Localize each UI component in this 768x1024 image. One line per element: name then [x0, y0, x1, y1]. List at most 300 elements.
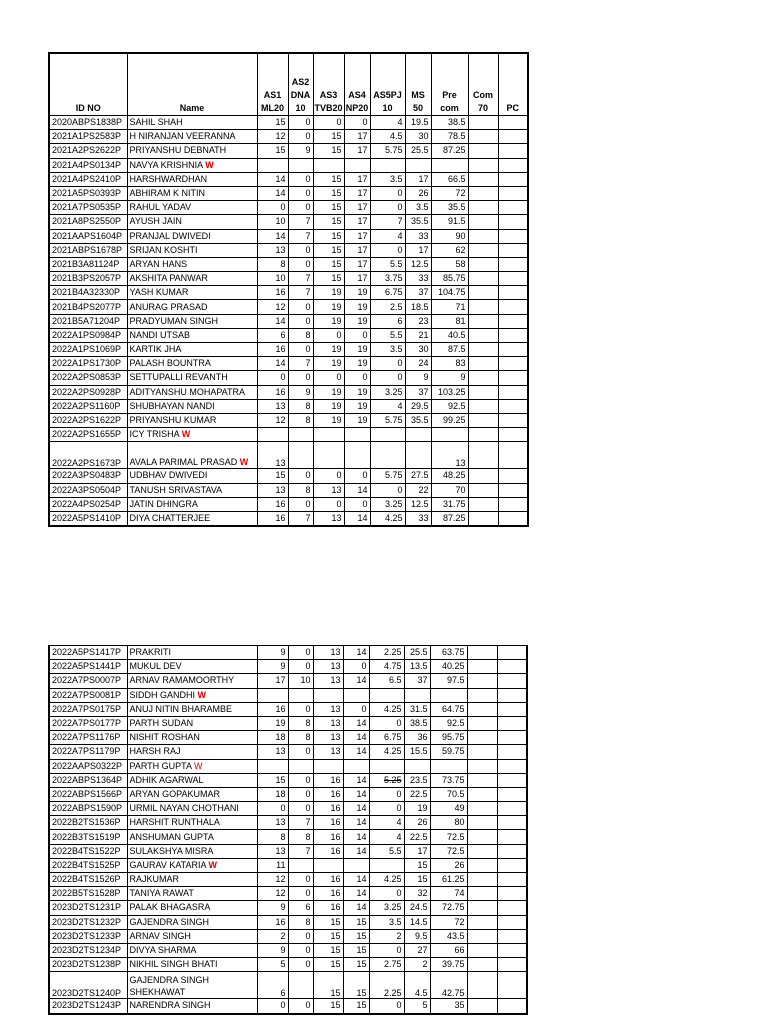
as3-cell: 15 [313, 272, 344, 286]
as2-cell: 0 [288, 186, 313, 200]
as4-cell: 14 [343, 745, 369, 759]
as1-cell: 16 [257, 385, 288, 399]
pre-cell: 43.5 [430, 929, 467, 943]
com-cell [468, 497, 498, 511]
name-text: PALAK BHAGASRA [129, 902, 211, 913]
marks-table-page-2 [48, 645, 528, 1015]
com-cell [468, 483, 498, 497]
header-as2-line2: DNA [290, 90, 311, 100]
as3-cell: 15 [313, 929, 343, 943]
ms-cell: 22 [405, 483, 431, 497]
com-cell [467, 660, 497, 674]
ms-cell: 33 [405, 229, 431, 243]
ms-cell: 19 [404, 802, 430, 816]
marks-table-page-1 [48, 52, 529, 527]
name-text: URMIL NAYAN CHOTHANI [129, 803, 239, 814]
header-as5-line2: AS5PJ [373, 90, 402, 100]
pc-cell [497, 773, 527, 787]
header-id-line3: ID NO [75, 103, 101, 113]
table-row [49, 497, 528, 511]
as2-cell [288, 428, 313, 442]
com-cell [468, 328, 498, 342]
as3-cell: 15 [313, 958, 343, 972]
com-cell [467, 915, 497, 929]
com-cell [467, 731, 497, 745]
as4-cell: 0 [344, 371, 370, 385]
as3-cell: 13 [313, 745, 343, 759]
id-cell: 2021B3PS2057P [49, 272, 127, 286]
id-cell: 2021A7PS0535P [49, 201, 127, 215]
ms-cell: 4.5 [404, 972, 430, 999]
as4-cell: 17 [344, 257, 370, 271]
header-as5 [370, 53, 405, 116]
pre-cell: 62 [431, 243, 468, 257]
as4-cell: 17 [344, 130, 370, 144]
table-row [49, 773, 527, 787]
as4-cell: 17 [344, 201, 370, 215]
name-text: GAURAV KATARIA [129, 859, 207, 870]
table-row [49, 328, 528, 342]
name-text: AYUSH JAIN [129, 216, 182, 227]
as2-cell: 0 [288, 497, 313, 511]
as4-cell: 17 [344, 186, 370, 200]
pc-cell [498, 229, 528, 243]
table-row [49, 357, 528, 371]
name-cell [127, 943, 257, 957]
ms-cell: 21 [405, 328, 431, 342]
as2-cell: 0 [288, 201, 313, 215]
com-cell [468, 371, 498, 385]
as1-cell: 0 [257, 999, 288, 1014]
as3-cell: 19 [313, 300, 344, 314]
pre-cell: 48.25 [431, 469, 468, 483]
table-row [49, 144, 528, 158]
name-cell [127, 674, 257, 688]
com-cell [468, 130, 498, 144]
id-cell: 2022A2PS1160P [49, 399, 127, 413]
header-pre [431, 53, 468, 116]
ms-cell [405, 158, 431, 172]
header-name-line3: Name [179, 103, 205, 113]
pc-cell [498, 399, 528, 413]
com-cell [468, 442, 498, 469]
as5-cell: 4.25 [369, 702, 404, 716]
as2-cell: 0 [288, 873, 313, 887]
table-row [49, 413, 528, 427]
id-cell: 2022A2PS1622P [49, 413, 127, 427]
ms-cell: 37 [404, 674, 430, 688]
table-row [49, 371, 528, 385]
header-name [127, 53, 257, 116]
pre-cell: 49 [430, 802, 467, 816]
com-cell [468, 343, 498, 357]
name-text: UDBHAV DWIVEDI [129, 470, 208, 481]
name-text: GAJENDRA SINGH SHEKHAWAT [129, 975, 210, 998]
name-text: AKSHITA PANWAR [129, 273, 208, 284]
as2-cell: 8 [288, 915, 313, 929]
as4-cell: 14 [343, 716, 369, 730]
header-com-line2: Com [473, 90, 494, 100]
pc-cell [498, 442, 528, 469]
com-cell [467, 873, 497, 887]
com-cell [468, 428, 498, 442]
as5-cell: 0 [370, 186, 405, 200]
pre-cell: 70.5 [430, 787, 467, 801]
name-cell [127, 915, 257, 929]
header-row [49, 53, 528, 116]
as4-cell: 15 [343, 958, 369, 972]
as5-cell: 2.5 [370, 300, 405, 314]
withdrawn-mark: W [239, 457, 249, 468]
ms-cell: 24 [405, 357, 431, 371]
name-cell [127, 802, 257, 816]
withdrawn-mark: W [181, 429, 191, 440]
as2-cell: 0 [288, 999, 313, 1014]
name-cell [127, 483, 257, 497]
com-cell [468, 257, 498, 271]
as4-cell: 0 [344, 328, 370, 342]
ms-cell: 25.5 [405, 144, 431, 158]
as1-cell: 18 [257, 787, 288, 801]
com-cell [468, 357, 498, 371]
as2-cell [288, 972, 313, 999]
pre-cell: 80 [430, 816, 467, 830]
name-text: KARTIK JHA [129, 344, 182, 355]
pc-cell [498, 130, 528, 144]
id-cell: 2022A1PS0984P [49, 328, 127, 342]
com-cell [468, 314, 498, 328]
name-cell [127, 688, 257, 702]
as5-cell: 2 [369, 929, 404, 943]
com-cell [467, 674, 497, 688]
as3-cell: 19 [313, 314, 344, 328]
as4-cell: 14 [343, 887, 369, 901]
ms-cell: 9.5 [404, 929, 430, 943]
ms-cell [404, 759, 430, 773]
as3-cell: 0 [313, 371, 344, 385]
as1-cell: 0 [257, 802, 288, 816]
name-cell [127, 442, 257, 469]
id-cell: 2022A4PS0254P [49, 497, 127, 511]
name-cell [127, 385, 257, 399]
pc-cell [497, 787, 527, 801]
as1-cell: 10 [257, 215, 288, 229]
as1-cell: 14 [257, 229, 288, 243]
id-cell: 2022B4TS1526P [49, 873, 127, 887]
as3-cell: 13 [313, 511, 344, 526]
as5-cell: 6 [370, 314, 405, 328]
header-com [468, 53, 498, 116]
ms-cell: 5 [404, 999, 430, 1014]
pre-cell [430, 759, 467, 773]
as5-cell: 5.5 [370, 257, 405, 271]
as3-cell [313, 158, 344, 172]
as1-cell: 12 [257, 413, 288, 427]
withdrawn-mark: W [208, 859, 218, 870]
name-text: DIYA CHATTERJEE [129, 512, 211, 523]
ms-cell: 9 [405, 371, 431, 385]
as5-cell: 3.75 [370, 272, 405, 286]
as4-cell [343, 759, 369, 773]
header-id [49, 53, 127, 116]
as3-cell: 13 [313, 483, 344, 497]
name-text: HARSH RAJ [129, 746, 181, 757]
com-cell [468, 243, 498, 257]
pc-cell [498, 158, 528, 172]
name-cell [127, 469, 257, 483]
pc-cell [497, 887, 527, 901]
pc-cell [497, 731, 527, 745]
as5-cell [370, 428, 405, 442]
as5-cell [370, 158, 405, 172]
table-row [49, 759, 527, 773]
as1-cell: 13 [257, 816, 288, 830]
as5-cell: 5.75 [370, 469, 405, 483]
ms-cell [405, 442, 431, 469]
pre-cell: 71 [431, 300, 468, 314]
com-cell [468, 469, 498, 483]
as1-cell: 16 [257, 286, 288, 300]
as5-cell: 4.25 [369, 873, 404, 887]
name-text: ABHIRAM K NITIN [129, 188, 206, 199]
as3-cell: 15 [313, 215, 344, 229]
name-cell [127, 759, 257, 773]
as4-cell: 19 [344, 314, 370, 328]
as1-cell: 19 [257, 716, 288, 730]
as4-cell: 0 [343, 660, 369, 674]
pc-cell [498, 300, 528, 314]
header-ms-line2: MS [411, 90, 425, 100]
as1-cell: 13 [257, 442, 288, 469]
com-cell [467, 901, 497, 915]
as2-cell: 0 [288, 773, 313, 787]
as1-cell: 13 [257, 844, 288, 858]
as1-cell: 16 [257, 497, 288, 511]
as2-cell: 7 [288, 229, 313, 243]
as2-cell: 7 [288, 286, 313, 300]
as2-cell: 0 [288, 130, 313, 144]
pre-cell: 72 [431, 186, 468, 200]
pc-cell [498, 469, 528, 483]
pc-cell [498, 257, 528, 271]
name-cell [127, 702, 257, 716]
as4-cell: 15 [343, 929, 369, 943]
as2-cell: 0 [288, 343, 313, 357]
as2-cell: 0 [288, 745, 313, 759]
id-cell: 2021AAPS1604P [49, 229, 127, 243]
as3-cell: 19 [313, 385, 344, 399]
id-cell: 2022ABPS1364P [49, 773, 127, 787]
as1-cell: 14 [257, 357, 288, 371]
name-text: HARSHIT RUNTHALA [129, 817, 220, 828]
pre-cell: 66 [430, 943, 467, 957]
pc-cell [497, 858, 527, 872]
pc-cell [497, 999, 527, 1014]
id-cell: 2020ABPS1838P [49, 116, 127, 130]
as4-cell [344, 428, 370, 442]
as2-cell: 0 [288, 300, 313, 314]
as5-cell: 3.25 [369, 901, 404, 915]
ms-cell: 15 [404, 858, 430, 872]
pre-cell: 35 [430, 999, 467, 1014]
table-row [49, 844, 527, 858]
name-text: AVALA PARIMAL PRASAD [129, 457, 238, 468]
as2-cell: 0 [288, 257, 313, 271]
as4-cell: 14 [343, 674, 369, 688]
table-row [49, 314, 528, 328]
name-text: RAHUL YADAV [129, 202, 192, 213]
id-cell: 2022A7PS0175P [49, 702, 127, 716]
ms-cell: 37 [405, 286, 431, 300]
as4-cell: 0 [344, 497, 370, 511]
table-row [49, 802, 527, 816]
id-cell: 2022A7PS0081P [49, 688, 127, 702]
name-text: PALASH BOUNTRA [129, 358, 211, 369]
as5-cell [369, 858, 404, 872]
as3-cell: 16 [313, 773, 343, 787]
ms-cell: 26 [405, 186, 431, 200]
as3-cell: 13 [313, 702, 343, 716]
table-row [49, 901, 527, 915]
com-cell [467, 716, 497, 730]
table-row [49, 186, 528, 200]
as2-cell: 0 [288, 116, 313, 130]
pre-cell: 104.75 [431, 286, 468, 300]
name-cell [127, 130, 257, 144]
header-as3-line3: TVB20 [314, 103, 343, 113]
as3-cell: 13 [313, 716, 343, 730]
as5-cell: 0 [369, 887, 404, 901]
as5-cell: 4 [370, 116, 405, 130]
name-cell [127, 497, 257, 511]
com-cell [468, 300, 498, 314]
as1-cell: 2 [257, 929, 288, 943]
name-text: ARNAV SINGH [129, 930, 191, 941]
name-text: PRIYANSHU KUMAR [129, 415, 217, 426]
pre-cell: 31.75 [431, 497, 468, 511]
id-cell: 2022A7PS0007P [49, 674, 127, 688]
as4-cell: 17 [344, 229, 370, 243]
id-cell: 2021B4PS2077P [49, 300, 127, 314]
id-cell: 2022A2PS1673P [49, 442, 127, 469]
ms-cell: 23 [405, 314, 431, 328]
name-text: RAJKUMAR [129, 874, 180, 885]
name-cell [127, 646, 257, 660]
as2-cell: 0 [288, 660, 313, 674]
name-text: NAVYA KRISHNIA [129, 159, 203, 170]
ms-cell: 27 [404, 943, 430, 957]
as2-cell: 0 [288, 371, 313, 385]
as2-cell [288, 158, 313, 172]
as5-cell: 3.25 [370, 385, 405, 399]
id-cell: 2022B2TS1536P [49, 816, 127, 830]
as3-cell: 19 [313, 357, 344, 371]
as3-cell: 15 [313, 172, 344, 186]
as1-cell: 15 [257, 144, 288, 158]
as1-cell: 15 [257, 773, 288, 787]
pc-cell [497, 958, 527, 972]
as1-cell: 13 [257, 399, 288, 413]
as2-cell: 0 [288, 172, 313, 186]
pre-cell: 92.5 [430, 716, 467, 730]
pc-cell [497, 943, 527, 957]
ms-cell: 17 [405, 172, 431, 186]
as5-cell: 0 [369, 716, 404, 730]
as5-cell: 7 [370, 215, 405, 229]
as2-cell: 0 [288, 243, 313, 257]
as5-cell [369, 688, 404, 702]
as2-cell: 0 [288, 943, 313, 957]
name-text: SETTUPALLI REVANTH [129, 372, 228, 383]
as2-cell: 7 [288, 215, 313, 229]
name-text: H NIRANJAN VEERANNA [129, 131, 236, 142]
pre-cell: 90 [431, 229, 468, 243]
ms-cell: 29.5 [405, 399, 431, 413]
id-cell: 2023D2TS1233P [49, 929, 127, 943]
name-cell [127, 844, 257, 858]
as3-cell: 16 [313, 887, 343, 901]
as3-cell: 19 [313, 413, 344, 427]
as3-cell: 16 [313, 830, 343, 844]
com-cell [467, 745, 497, 759]
as3-cell: 15 [313, 915, 343, 929]
as1-cell: 14 [257, 314, 288, 328]
table-row [49, 469, 528, 483]
name-cell [127, 773, 257, 787]
as2-cell: 7 [288, 357, 313, 371]
as3-cell: 13 [313, 646, 343, 660]
as2-cell [288, 442, 313, 469]
table-row [49, 660, 527, 674]
pre-cell: 35.5 [431, 201, 468, 215]
as2-cell: 7 [288, 272, 313, 286]
pc-cell [498, 286, 528, 300]
id-cell: 2022AAPS0322P [49, 759, 127, 773]
as5-cell: 0 [370, 371, 405, 385]
as4-cell: 14 [343, 830, 369, 844]
as5-cell: 0 [370, 483, 405, 497]
name-cell [127, 873, 257, 887]
as4-cell: 15 [343, 999, 369, 1014]
as5-cell: 0 [369, 787, 404, 801]
as5-cell [369, 759, 404, 773]
as4-cell [343, 688, 369, 702]
name-text: ICY TRISHA [129, 429, 180, 440]
pre-cell: 83 [431, 357, 468, 371]
table-row [49, 674, 527, 688]
ms-cell: 22.5 [404, 787, 430, 801]
as1-cell [257, 158, 288, 172]
name-cell [127, 357, 257, 371]
as4-cell: 14 [343, 731, 369, 745]
id-cell: 2021A4PS0134P [49, 158, 127, 172]
pre-cell: 72.5 [430, 830, 467, 844]
as3-cell [313, 442, 344, 469]
id-cell: 2022A1PS1069P [49, 343, 127, 357]
as2-cell: 7 [288, 816, 313, 830]
pre-cell: 13 [431, 442, 468, 469]
as1-cell: 15 [257, 116, 288, 130]
as1-cell: 16 [257, 702, 288, 716]
as4-cell: 0 [343, 702, 369, 716]
com-cell [467, 646, 497, 660]
as5-cell: 5.75 [370, 413, 405, 427]
as3-cell: 15 [313, 229, 344, 243]
as3-cell: 19 [313, 343, 344, 357]
as1-cell: 16 [257, 343, 288, 357]
table-row [49, 158, 528, 172]
as2-cell: 8 [288, 399, 313, 413]
